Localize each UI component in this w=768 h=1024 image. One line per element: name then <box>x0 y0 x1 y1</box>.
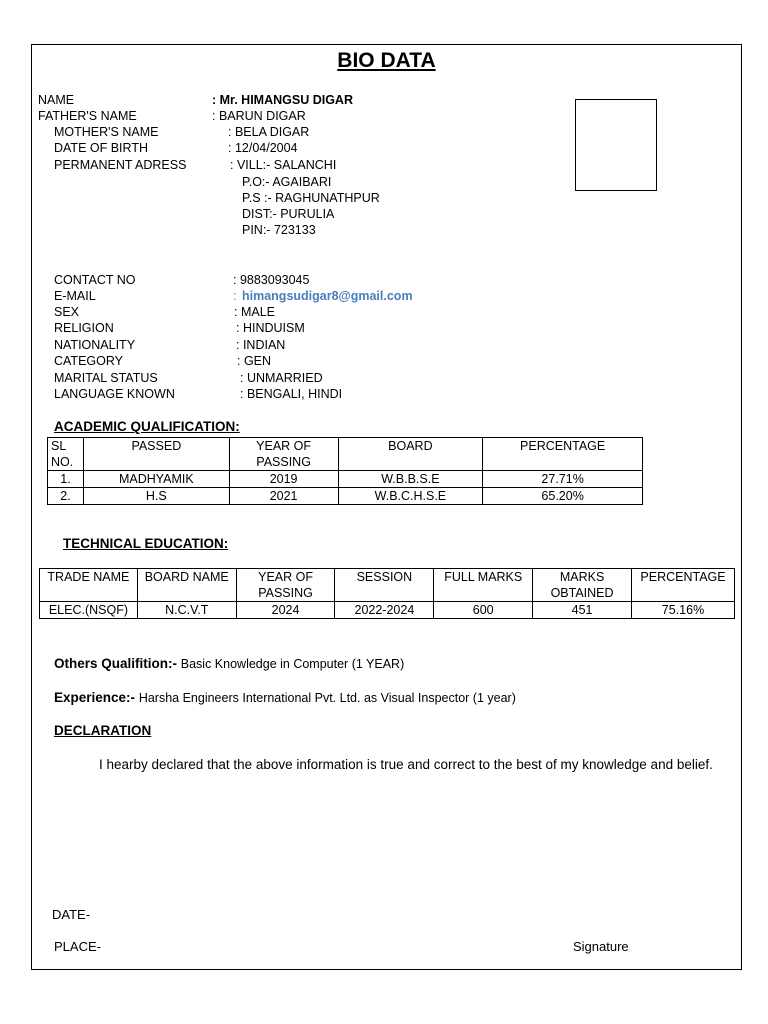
table-cell: 2019 <box>229 471 338 488</box>
photo-box <box>575 99 657 191</box>
table-header: PASSED <box>83 438 229 471</box>
table-cell: W.B.B.S.E <box>338 471 483 488</box>
mother-label: MOTHER'S NAME <box>54 125 159 139</box>
email-label: E-MAIL <box>54 289 96 303</box>
religion-value: : HINDUISM <box>236 321 305 335</box>
table-header: PERCENTAGE <box>632 569 735 602</box>
address-line: PIN:- 723133 <box>242 223 316 237</box>
table-cell: 1. <box>48 471 84 488</box>
father-value: : BARUN DIGAR <box>212 109 306 123</box>
table-header: YEAR OF PASSING <box>229 438 338 471</box>
table-header: SESSION <box>335 569 434 602</box>
table-cell: 27.71% <box>483 471 643 488</box>
marital-value: : UNMARRIED <box>240 371 323 385</box>
email-colon: : <box>233 289 237 303</box>
table-header-row <box>40 569 735 602</box>
table-cell: 600 <box>434 602 533 619</box>
table-row <box>48 488 643 505</box>
address-line: P.S :- RAGHUNATHPUR <box>242 191 380 205</box>
table-cell: 2022-2024 <box>335 602 434 619</box>
table-cell: 451 <box>533 602 632 619</box>
table-header: MARKS OBTAINED <box>533 569 632 602</box>
experience-label: Experience:- <box>54 690 136 705</box>
contact-value: : 9883093045 <box>233 273 310 287</box>
bio-data-page <box>31 44 742 970</box>
address-value: : VILL:- SALANCHI <box>230 158 337 172</box>
academic-heading: ACADEMIC QUALIFICATION: <box>54 419 240 434</box>
technical-heading: TECHNICAL EDUCATION: <box>63 536 229 551</box>
table-header: BOARD NAME <box>137 569 236 602</box>
table-header: TRADE NAME <box>40 569 138 602</box>
dob-label: DATE OF BIRTH <box>54 141 148 155</box>
address-line: DIST:- PURULIA <box>242 207 335 221</box>
address-label: PERMANENT ADRESS <box>54 158 187 172</box>
experience-row <box>54 689 516 707</box>
name-value: : Mr. HIMANGSU DIGAR <box>212 93 353 107</box>
religion-label: RELIGION <box>54 321 114 335</box>
category-value: : GEN <box>237 354 272 368</box>
nationality-value: : INDIAN <box>236 338 286 352</box>
category-label: CATEGORY <box>54 354 123 368</box>
table-header: FULL MARKS <box>434 569 533 602</box>
table-header-row <box>48 438 643 471</box>
table-cell: 75.16% <box>632 602 735 619</box>
father-label: FATHER'S NAME <box>38 109 137 123</box>
mother-value: : BELA DIGAR <box>228 125 310 139</box>
table-row <box>40 602 735 619</box>
technical-table <box>39 568 735 619</box>
nationality-label: NATIONALITY <box>54 338 136 352</box>
table-header: SL NO. <box>48 438 84 471</box>
email-link[interactable]: himangsudigar8@gmail.com <box>242 289 413 303</box>
table-cell: H.S <box>83 488 229 505</box>
sex-value: : MALE <box>234 305 275 319</box>
table-row <box>48 471 643 488</box>
marital-label: MARITAL STATUS <box>54 371 158 385</box>
sex-label: SEX <box>54 305 80 319</box>
table-cell: 2. <box>48 488 84 505</box>
declaration-heading: DECLARATION <box>54 723 152 738</box>
language-label: LANGUAGE KNOWN <box>54 387 175 401</box>
table-cell: MADHYAMIK <box>83 471 229 488</box>
table-header: PERCENTAGE <box>483 438 643 471</box>
dob-value: : 12/04/2004 <box>228 141 298 155</box>
table-cell: 2021 <box>229 488 338 505</box>
table-header: YEAR OF PASSING <box>236 569 335 602</box>
language-value: : BENGALI, HINDI <box>240 387 343 401</box>
table-cell: ELEC.(NSQF) <box>40 602 138 619</box>
page-title: BIO DATA <box>337 49 436 72</box>
table-cell: N.C.V.T <box>137 602 236 619</box>
table-cell: 65.20% <box>483 488 643 505</box>
experience-value: Harsha Engineers International Pvt. Ltd. as Visual Inspector (1 year) <box>138 691 516 705</box>
contact-label: CONTACT NO <box>54 273 136 287</box>
address-line: P.O:- AGAIBARI <box>242 175 332 189</box>
table-cell: W.B.C.H.S.E <box>338 488 483 505</box>
others-value: Basic Knowledge in Computer (1 YEAR) <box>180 657 405 671</box>
others-row <box>54 655 404 673</box>
signature-label: Signature <box>573 939 629 954</box>
academic-table <box>47 437 643 505</box>
table-cell: 2024 <box>236 602 335 619</box>
date-label: DATE- <box>52 907 91 922</box>
name-label: NAME <box>38 93 75 107</box>
table-header: BOARD <box>338 438 483 471</box>
place-label: PLACE- <box>54 939 101 954</box>
declaration-text: I hearby declared that the above information is true and correct to the best of my knowledge and belief. <box>99 757 713 772</box>
others-label: Others Qualifition:- <box>54 656 177 671</box>
